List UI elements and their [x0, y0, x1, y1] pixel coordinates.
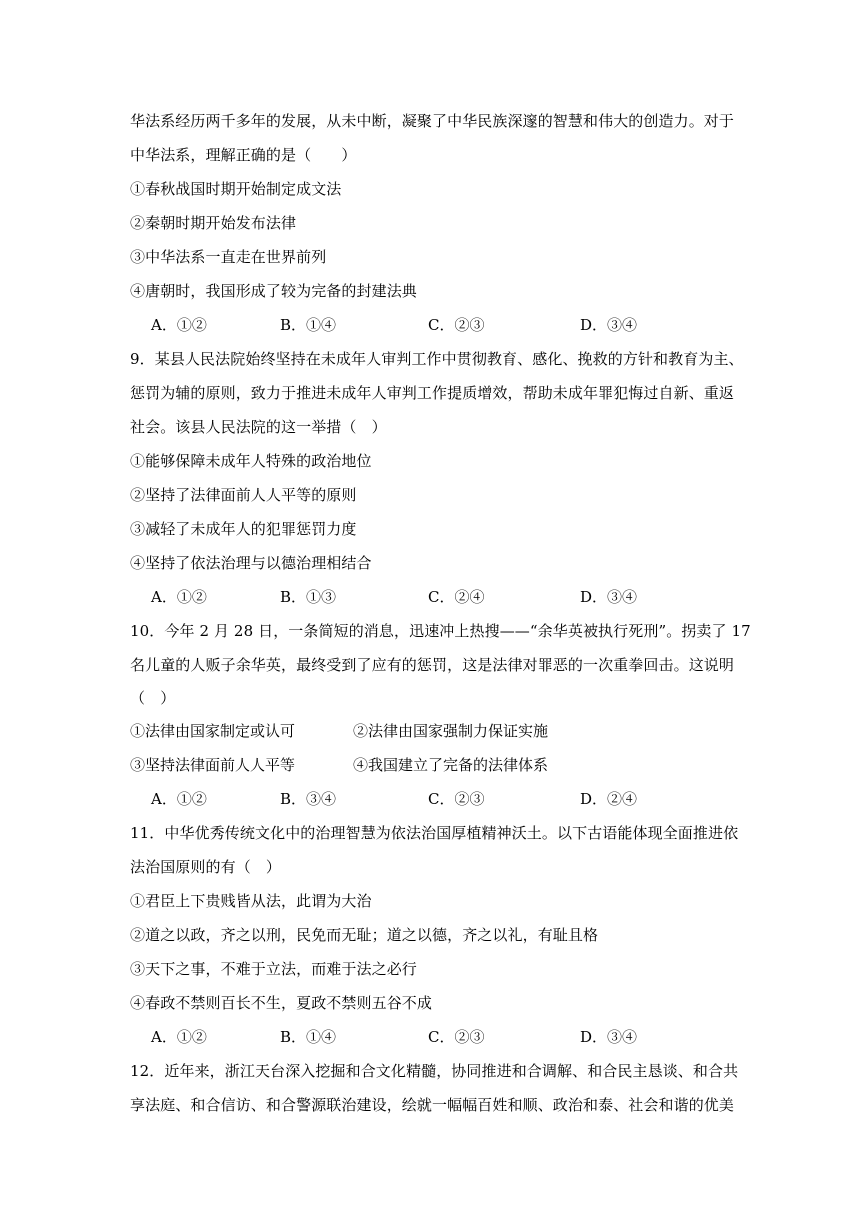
q9-item-4: ④坚持了依法治理与以德治理相结合 — [130, 554, 372, 572]
q8-item-2: ②秦朝时期开始发布法律 — [130, 214, 297, 232]
q8-item-1: ①春秋战国时期开始制定成文法 — [130, 180, 342, 198]
q10-option-c: C．②③ — [428, 790, 485, 808]
q12-stem-line-1: 12．近年来，浙江天台深入挖掘和合文化精髓，协同推进和合调解、和合民主恳谈、和合共 — [130, 1062, 739, 1080]
q10-stem-line-1: 10．今年 2 月 28 日，一条简短的消息，迅速冲上热搜——“余华英被执行死刑”。拐卖了 17 — [130, 622, 751, 640]
q11-option-c: C．②③ — [428, 1028, 485, 1046]
q11-item-3: ③天下之事，不难于立法，而难于法之必行 — [130, 960, 417, 978]
q10-stem-line-3: （ ） — [130, 689, 176, 707]
q8-options — [0, 315, 860, 335]
q9-stem-line-1: 9．某县人民法院始终坚持在未成年人审判工作中贯彻教育、感化、挽救的方针和教育为主、 — [130, 350, 744, 368]
q10-item-4: ④我国建立了完备的法律体系 — [353, 756, 549, 774]
q10-option-d: D．②④ — [580, 790, 638, 808]
q9-item-3: ③减轻了未成年人的犯罪惩罚力度 — [130, 520, 357, 538]
q12-stem-line-2: 享法庭、和合信访、和合警源联治建设，绘就一幅幅百姓和顺、政治和泰、社会和谐的优美 — [130, 1096, 735, 1114]
q11-item-2: ②道之以政，齐之以刑，民免而无耻；道之以德，齐之以礼，有耻且格 — [130, 926, 599, 944]
q10-option-b: B．③④ — [280, 790, 337, 808]
q8-item-4: ④唐朝时，我国形成了较为完备的封建法典 — [130, 282, 417, 300]
q8-item-3: ③中华法系一直走在世界前列 — [130, 248, 327, 266]
q11-option-b: B．①④ — [280, 1028, 337, 1046]
q11-item-4: ④春政不禁则百长不生，夏政不禁则五谷不成 — [130, 994, 433, 1012]
q10-items-row-1 — [0, 721, 860, 741]
q10-option-a: A．①② — [151, 790, 207, 808]
q8-option-c: C．②③ — [428, 316, 485, 334]
q9-option-b: B．①③ — [280, 588, 337, 606]
q11-stem-line-1: 11．中华优秀传统文化中的治理智慧为依法治国厚植精神沃土。以下古语能体现全面推进依 — [130, 824, 739, 842]
q9-option-d: D．③④ — [580, 588, 638, 606]
q10-item-2: ②法律由国家强制力保证实施 — [353, 722, 549, 740]
q11-stem-line-2: 法治国原则的有（ ） — [130, 858, 282, 876]
q8-option-a: A．①② — [151, 316, 207, 334]
q8-option-d: D．③④ — [580, 316, 638, 334]
q9-option-c: C．②④ — [428, 588, 485, 606]
q11-option-d: D．③④ — [580, 1028, 638, 1046]
q9-stem-line-3: 社会。该县人民法院的这一举措（ ） — [130, 418, 387, 436]
q10-stem-line-2: 名儿童的人贩子余华英，最终受到了应有的惩罚，这是法律对罪恶的一次重拳回击。这说明 — [130, 656, 735, 674]
q9-item-1: ①能够保障未成年人特殊的政治地位 — [130, 452, 372, 470]
q11-options — [0, 1027, 860, 1047]
q9-options — [0, 587, 860, 607]
q10-items-row-2 — [0, 755, 860, 775]
q10-options — [0, 789, 860, 809]
q11-item-1: ①君臣上下贵贱皆从法，此谓为大治 — [130, 892, 372, 910]
q8-stem-line-2: 中华法系，理解正确的是（ ） — [130, 146, 357, 164]
q9-item-2: ②坚持了法律面前人人平等的原则 — [130, 486, 357, 504]
q8-stem-line-1: 华法系经历两千多年的发展，从未中断，凝聚了中华民族深邃的智慧和伟大的创造力。对于 — [130, 112, 735, 130]
q9-stem-line-2: 惩罚为辅的原则，致力于推进未成年人审判工作提质增效，帮助未成年罪犯悔过自新、重返 — [130, 384, 735, 402]
q10-item-3: ③坚持法律面前人人平等 — [130, 756, 296, 774]
q9-option-a: A．①② — [151, 588, 207, 606]
q11-option-a: A．①② — [151, 1028, 207, 1046]
q8-option-b: B．①④ — [280, 316, 337, 334]
q10-item-1: ①法律由国家制定或认可 — [130, 722, 296, 740]
